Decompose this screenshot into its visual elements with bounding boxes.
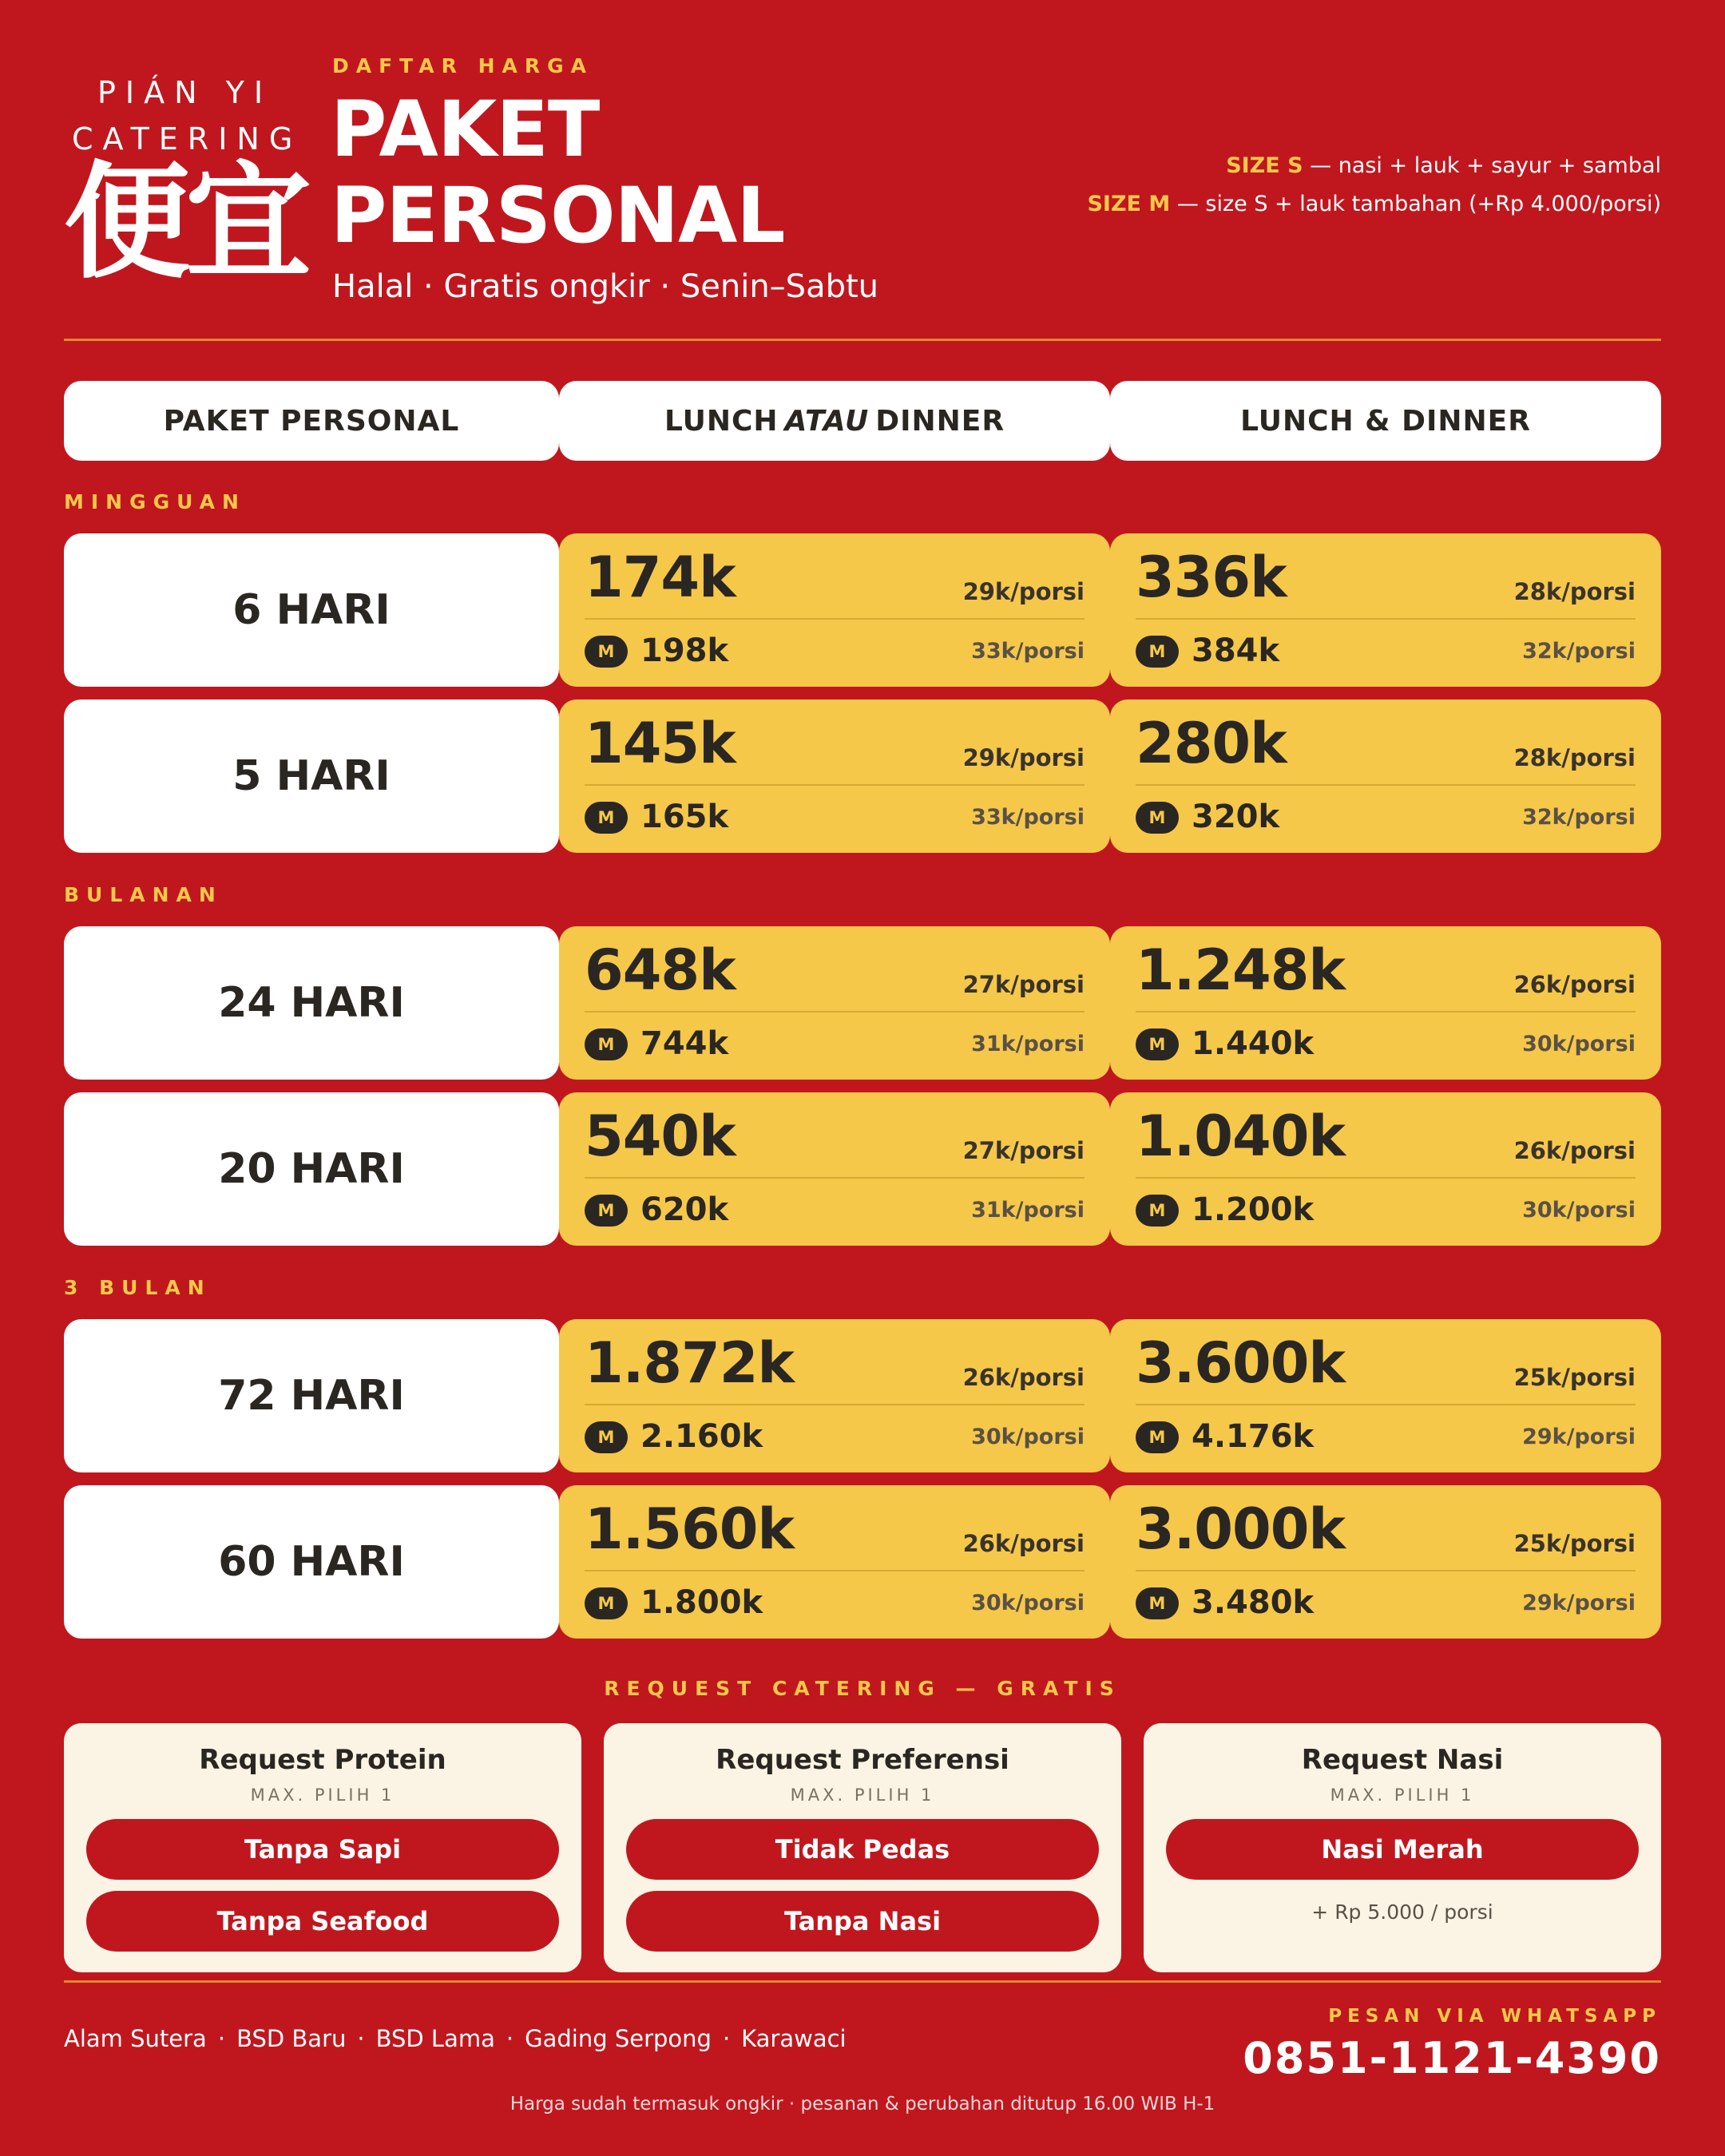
request-card-subtitle: MAX. PILIH 1 xyxy=(250,1785,395,1805)
request-card-title: Request Protein xyxy=(199,1744,446,1776)
area-separator: · xyxy=(506,2025,514,2052)
size-m-price: 320k xyxy=(1192,799,1280,835)
price-cell-lunch-and-dinner xyxy=(1110,1319,1661,1472)
request-card-title: Request Preferensi xyxy=(716,1744,1009,1776)
cell-divider xyxy=(585,1177,1085,1179)
size-m-per-portion: 30k/porsi xyxy=(1522,1198,1636,1223)
size-m-per-portion: 33k/porsi xyxy=(971,805,1085,830)
size-s-per-portion: 29k/porsi xyxy=(962,744,1085,771)
cell-divider xyxy=(1136,784,1636,786)
size-m-badge: M xyxy=(1136,1195,1179,1227)
request-option-button[interactable]: Tanpa Nasi xyxy=(626,1891,1099,1952)
size-m-line xyxy=(1087,185,1661,224)
brand-logo-cjk: 便宜 xyxy=(64,149,307,296)
request-option-button[interactable]: Tanpa Seafood xyxy=(86,1891,559,1952)
price-cell-lunch-and-dinner xyxy=(1110,533,1661,687)
brand-line-1: PIÁN YI xyxy=(97,75,273,110)
size-m-price: 2.160k xyxy=(640,1418,763,1455)
size-m-per-portion: 29k/porsi xyxy=(1522,1425,1636,1449)
size-m-label: SIZE M xyxy=(1087,192,1171,216)
size-m-per-portion: 30k/porsi xyxy=(971,1591,1085,1615)
size-s-price: 1.872k xyxy=(585,1330,794,1396)
size-s-desc: — nasi + lauk + sayur + sambal xyxy=(1303,153,1661,178)
price-cell-lunch-atau-dinner xyxy=(559,1485,1110,1639)
size-m-badge: M xyxy=(1136,1028,1179,1060)
size-m-per-portion: 31k/porsi xyxy=(971,1032,1085,1056)
footer-note: Harga sudah termasuk ongkir · pesanan & perubahan ditutup 16.00 WIB H-1 xyxy=(510,2094,1215,2114)
column-header-lunch: LUNCH xyxy=(664,404,779,438)
area-separator: · xyxy=(217,2025,226,2052)
size-m-price: 198k xyxy=(640,632,729,669)
size-m-price: 1.200k xyxy=(1192,1191,1315,1228)
size-m-price: 3.480k xyxy=(1192,1584,1315,1621)
size-s-per-portion: 25k/porsi xyxy=(1513,1530,1636,1557)
row-label: 5 HARI xyxy=(64,700,559,853)
size-s-per-portion: 28k/porsi xyxy=(1513,578,1636,605)
size-m-badge: M xyxy=(1136,802,1179,834)
size-s-price: 3.000k xyxy=(1136,1496,1345,1562)
size-m-price: 384k xyxy=(1192,632,1280,669)
size-m-per-portion: 31k/porsi xyxy=(971,1198,1085,1223)
size-s-line xyxy=(1087,147,1661,185)
price-cell-lunch-atau-dinner xyxy=(559,700,1110,853)
size-s-per-portion: 26k/porsi xyxy=(962,1364,1085,1391)
column-header-paket: PAKET PERSONAL xyxy=(64,381,559,461)
size-m-badge: M xyxy=(585,1421,628,1453)
size-s-label: SIZE S xyxy=(1226,153,1303,178)
section-label-0: MINGGUAN xyxy=(64,490,246,513)
size-m-per-portion: 32k/porsi xyxy=(1522,639,1636,664)
size-legend xyxy=(1087,147,1661,224)
size-m-price: 744k xyxy=(640,1025,729,1062)
size-s-price: 145k xyxy=(585,711,736,776)
size-s-price: 1.040k xyxy=(1136,1104,1345,1169)
area-item: BSD Lama xyxy=(375,2025,495,2052)
column-header-lunch-and-dinner: LUNCH & DINNER xyxy=(1110,381,1661,461)
area-separator: · xyxy=(357,2025,365,2052)
row-label: 60 HARI xyxy=(64,1485,559,1639)
request-option-button[interactable]: Tanpa Sapi xyxy=(86,1819,559,1880)
page-title-line-2: PERSONAL xyxy=(331,171,785,260)
size-m-price: 4.176k xyxy=(1192,1418,1315,1455)
size-m-badge: M xyxy=(1136,1587,1179,1619)
row-label: 24 HARI xyxy=(64,926,559,1080)
size-m-price: 1.800k xyxy=(640,1584,763,1621)
footer-divider xyxy=(64,1980,1661,1983)
cell-divider xyxy=(1136,618,1636,620)
area-item: Alam Sutera xyxy=(64,2025,207,2052)
area-item: Gading Serpong xyxy=(525,2025,712,2052)
column-header-dinner: DINNER xyxy=(875,404,1005,438)
request-card-note: + Rp 5.000 / porsi xyxy=(1311,1900,1493,1924)
cell-divider xyxy=(1136,1011,1636,1013)
cell-divider xyxy=(585,1011,1085,1013)
price-cell-lunch-and-dinner xyxy=(1110,700,1661,853)
size-s-per-portion: 29k/porsi xyxy=(962,578,1085,605)
page-title-line-1: PAKET xyxy=(331,85,600,174)
page-title xyxy=(331,86,784,259)
size-s-per-portion: 25k/porsi xyxy=(1513,1364,1636,1391)
request-option-button[interactable]: Tidak Pedas xyxy=(626,1819,1099,1880)
size-m-price: 1.440k xyxy=(1192,1025,1315,1062)
price-cell-lunch-and-dinner xyxy=(1110,1092,1661,1246)
cell-divider xyxy=(585,1570,1085,1571)
request-card-1 xyxy=(604,1723,1121,1972)
request-option-button[interactable]: Nasi Merah xyxy=(1166,1819,1639,1880)
size-s-per-portion: 28k/porsi xyxy=(1513,744,1636,771)
size-s-per-portion: 26k/porsi xyxy=(1513,1137,1636,1164)
price-cell-lunch-and-dinner xyxy=(1110,1485,1661,1639)
eyebrow-daftar-harga: DAFTAR HARGA xyxy=(332,54,593,77)
size-m-per-portion: 30k/porsi xyxy=(1522,1032,1636,1056)
size-s-per-portion: 27k/porsi xyxy=(962,971,1085,998)
column-header-atau: ATAU xyxy=(784,404,870,438)
size-m-price: 620k xyxy=(640,1191,729,1228)
request-card-subtitle: MAX. PILIH 1 xyxy=(790,1785,935,1805)
size-m-badge: M xyxy=(585,1195,628,1227)
area-item: Karawaci xyxy=(741,2025,847,2052)
cell-divider xyxy=(585,618,1085,620)
size-s-price: 1.248k xyxy=(1136,937,1345,1003)
size-s-price: 280k xyxy=(1136,711,1287,776)
size-s-price: 174k xyxy=(585,545,736,610)
section-label-2: 3 BULAN xyxy=(64,1276,212,1299)
service-areas xyxy=(64,2025,847,2052)
request-card-2 xyxy=(1144,1723,1661,1972)
column-header-lunch-atau-dinner xyxy=(559,381,1110,461)
request-section-title: REQUEST CATERING — GRATIS xyxy=(604,1677,1121,1700)
size-s-per-portion: 26k/porsi xyxy=(1513,971,1636,998)
size-s-price: 336k xyxy=(1136,545,1287,610)
size-s-price: 540k xyxy=(585,1104,736,1169)
size-s-price: 648k xyxy=(585,937,736,1003)
size-m-badge: M xyxy=(1136,636,1179,668)
area-separator: · xyxy=(722,2025,731,2052)
header-divider xyxy=(64,339,1661,341)
size-m-price: 165k xyxy=(640,799,729,835)
brand-line-2: CATERING xyxy=(72,121,303,157)
row-label: 72 HARI xyxy=(64,1319,559,1472)
size-s-price: 1.560k xyxy=(585,1496,794,1562)
size-m-per-portion: 33k/porsi xyxy=(971,639,1085,664)
size-m-badge: M xyxy=(1136,1421,1179,1453)
price-cell-lunch-atau-dinner xyxy=(559,533,1110,687)
request-card-subtitle: MAX. PILIH 1 xyxy=(1330,1785,1475,1805)
size-m-badge: M xyxy=(585,802,628,834)
request-card-0 xyxy=(64,1723,581,1972)
tagline: Halal · Gratis ongkir · Senin–Sabtu xyxy=(332,268,879,305)
row-label: 6 HARI xyxy=(64,533,559,687)
cell-divider xyxy=(1136,1570,1636,1571)
size-s-price: 3.600k xyxy=(1136,1330,1345,1396)
row-label: 20 HARI xyxy=(64,1092,559,1246)
cell-divider xyxy=(585,1404,1085,1405)
size-m-per-portion: 29k/porsi xyxy=(1522,1591,1636,1615)
size-m-badge: M xyxy=(585,1587,628,1619)
cell-divider xyxy=(1136,1404,1636,1405)
cell-divider xyxy=(585,784,1085,786)
price-cell-lunch-atau-dinner xyxy=(559,1092,1110,1246)
area-item: BSD Baru xyxy=(236,2025,347,2052)
request-card-title: Request Nasi xyxy=(1301,1744,1504,1776)
size-m-badge: M xyxy=(585,1028,628,1060)
section-label-1: BULANAN xyxy=(64,883,223,906)
cell-divider xyxy=(1136,1177,1636,1179)
price-cell-lunch-atau-dinner xyxy=(559,1319,1110,1472)
price-cell-lunch-and-dinner xyxy=(1110,926,1661,1080)
size-s-per-portion: 26k/porsi xyxy=(962,1530,1085,1557)
price-cell-lunch-atau-dinner xyxy=(559,926,1110,1080)
size-m-badge: M xyxy=(585,636,628,668)
size-m-per-portion: 32k/porsi xyxy=(1522,805,1636,830)
size-m-per-portion: 30k/porsi xyxy=(971,1425,1085,1449)
whatsapp-label: PESAN VIA WHATSAPP xyxy=(1328,2006,1661,2027)
whatsapp-number[interactable]: 0851-1121-4390 xyxy=(1243,2033,1661,2083)
size-m-desc: — size S + lauk tambahan (+Rp 4.000/porsi) xyxy=(1170,192,1661,216)
size-s-per-portion: 27k/porsi xyxy=(962,1137,1085,1164)
